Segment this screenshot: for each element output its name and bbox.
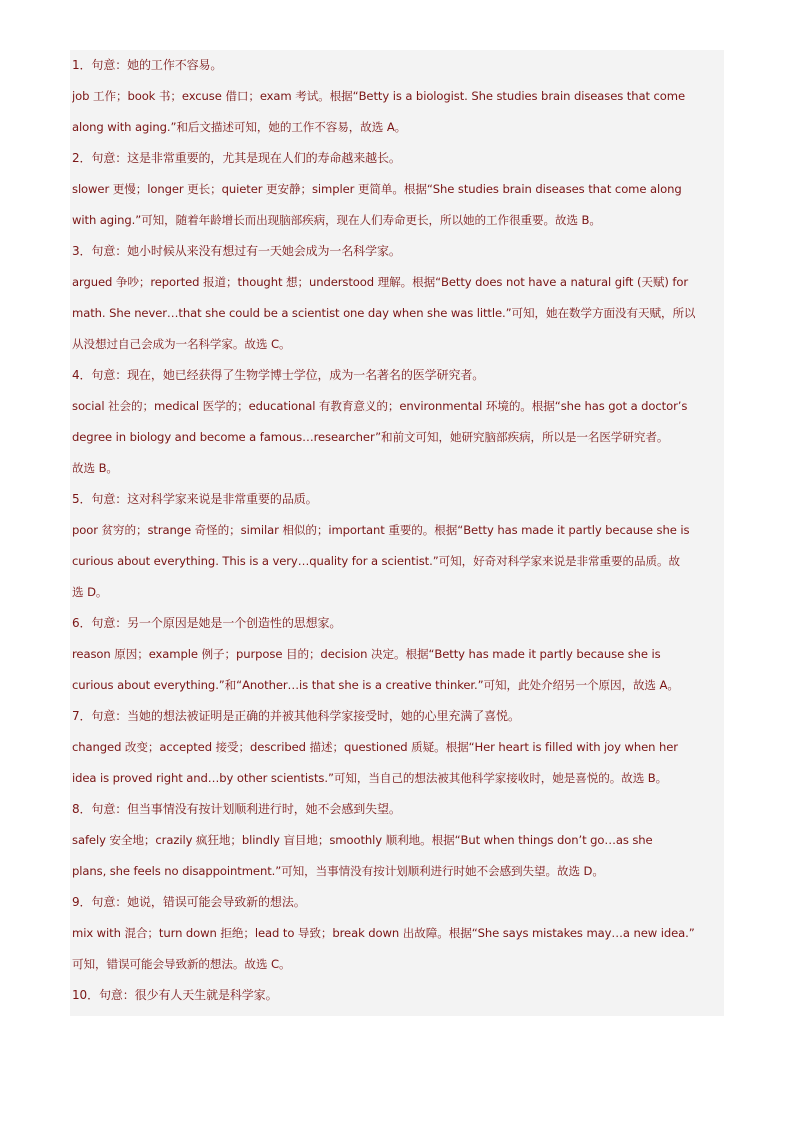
question-5-explanation-line-2: curious about everything. This is a very…quality for a scientist.”可知，好奇对科学家来说是非常重要的品质。故 xyxy=(72,554,680,568)
question-6-explanation-line-2: curious about everything.”和“Another…is that she is a creative thinker.”可知，此处介绍另一个原因，故选 A。 xyxy=(72,678,679,692)
question-8-explanation-line-1: safely 安全地；crazily 疯狂地；blindly 盲目地；smoothly 顺利地。根据“But when things don’t go…as she xyxy=(72,833,653,847)
question-3-meaning: 3．句意：她小时候从来没有想过有一天她会成为一名科学家。 xyxy=(72,244,401,258)
question-6-explanation-line-1: reason 原因；example 例子；purpose 目的；decision 决定。根据“Betty has made it partly because she is xyxy=(72,647,661,661)
question-2-explanation-line-2: with aging.”可知，随着年龄增长而出现脑部疾病，现在人们寿命更长，所以她的工作很重要。故选 B。 xyxy=(72,213,601,227)
question-10-meaning: 10．句意：很少有人天生就是科学家。 xyxy=(72,988,278,1002)
question-1-explanation-line-1: job 工作；book 书；excuse 借口；exam 考试。根据“Betty is a biologist. She studies brain diseases that come xyxy=(72,89,686,103)
question-4-explanation-line-3: 故选 B。 xyxy=(72,461,118,475)
answer-explanations xyxy=(70,50,724,1016)
question-3-explanation-line-3: 从没想过自己会成为一名科学家。故选 C。 xyxy=(72,337,291,351)
question-7-explanation-line-2: idea is proved right and…by other scientists.”可知，当自己的想法被其他科学家接收时，她是喜悦的。故选 B。 xyxy=(72,771,668,785)
question-9-explanation-line-1: mix with 混合；turn down 拒绝；lead to 导致；break down 出故障。根据“She says mistakes may…a new idea.” xyxy=(72,926,695,940)
question-1-meaning: 1．句意：她的工作不容易。 xyxy=(72,58,223,72)
question-2-explanation-line-1: slower 更慢；longer 更长；quieter 更安静；simpler 更简单。根据“She studies brain diseases that come along xyxy=(72,182,682,196)
question-5-meaning: 5．句意：这对科学家来说是非常重要的品质。 xyxy=(72,492,318,506)
question-3-explanation-line-2: math. She never…that she could be a scientist one day when she was little.”可知，她在数学方面没有天赋，所以 xyxy=(72,306,696,320)
question-8-explanation-line-2: plans, she feels no disappointment.”可知，当事情没有按计划顺利进行时她不会感到失望。故选 D。 xyxy=(72,864,604,878)
question-8-meaning: 8．句意：但当事情没有按计划顺利进行时，她不会感到失望。 xyxy=(72,802,401,816)
question-7-explanation-line-1: changed 改变；accepted 接受；described 描述；questioned 质疑。根据“Her heart is filled with joy when her xyxy=(72,740,678,754)
question-2-meaning: 2．句意：这是非常重要的，尤其是现在人们的寿命越来越长。 xyxy=(72,151,401,165)
question-4-explanation-line-1: social 社会的；medical 医学的；educational 有教育意义的；environmental 环境的。根据“she has got a doctor’s xyxy=(72,399,688,413)
question-9-meaning: 9．句意：她说，错误可能会导致新的想法。 xyxy=(72,895,306,909)
question-7-meaning: 7．句意：当她的想法被证明是正确的并被其他科学家接受时，她的心里充满了喜悦。 xyxy=(72,709,520,723)
question-4-meaning: 4．句意：现在，她已经获得了生物学博士学位，成为一名著名的医学研究者。 xyxy=(72,368,485,382)
question-5-explanation-line-1: poor 贫穷的；strange 奇怪的；similar 相似的；important 重要的。根据“Betty has made it partly because she is xyxy=(72,523,690,537)
question-1-explanation-line-2: along with aging.”和后文描述可知，她的工作不容易，故选 A。 xyxy=(72,120,407,134)
question-4-explanation-line-2: degree in biology and become a famous…researcher”和前文可知，她研究脑部疾病，所以是一名医学研究者。 xyxy=(72,430,669,444)
question-5-explanation-line-3: 选 D。 xyxy=(72,585,108,599)
question-9-explanation-line-2: 可知，错误可能会导致新的想法。故选 C。 xyxy=(72,957,291,971)
question-3-explanation-line-1: argued 争吵；reported 报道；thought 想；understood 理解。根据“Betty does not have a natural gift (天赋) for xyxy=(72,275,689,289)
question-6-meaning: 6．句意：另一个原因是她是一个创造性的思想家。 xyxy=(72,616,342,630)
